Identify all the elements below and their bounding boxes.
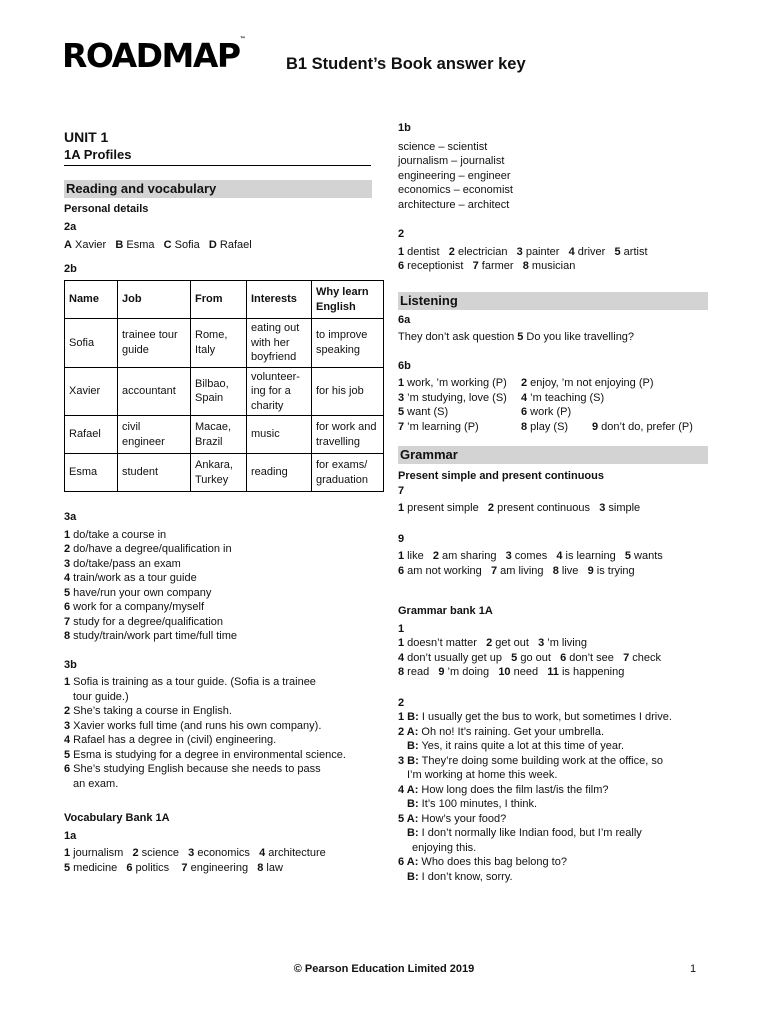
list-item: 3 Xavier works full time (and runs his own company). <box>64 719 322 732</box>
table-cell: Esma <box>65 454 118 492</box>
answer-line: 1 dentist 2 electrician 3 painter 4 driver 5 artist <box>398 245 648 258</box>
dialogue-line: B: I don’t know, sorry. <box>407 870 513 883</box>
page-number: 1 <box>690 963 697 975</box>
table-cell: to improve speaking <box>312 319 384 368</box>
profiles-table <box>64 280 384 492</box>
exercise-label: 6a <box>398 313 411 326</box>
exercise-label: 2b <box>64 262 77 275</box>
table-cell: for exams/ graduation <box>312 454 384 492</box>
document-title: B1 Student’s Book answer key <box>286 55 526 73</box>
dialogue-line: 6 A: Who does this bag belong to? <box>398 856 567 868</box>
list-item: 3 ’m studying, love (S) 4 ’m teaching (S) <box>398 391 605 404</box>
list-item: 3 do/take/pass an exam <box>64 557 181 570</box>
exercise-label: 7 <box>398 484 405 497</box>
list-item: 4 train/work as a tour guide <box>64 572 197 584</box>
table-cell: trainee tour guide <box>118 319 191 368</box>
table-cell: civil engineer <box>118 416 191 454</box>
lesson-title: 1A Profiles <box>64 146 371 166</box>
table-cell: Rome, Italy <box>191 319 247 368</box>
exercise-label: 2 <box>398 228 405 240</box>
exercise-label: 9 <box>398 532 405 545</box>
list-item: 5 have/run your own company <box>64 586 212 599</box>
table-cell: accountant <box>118 367 191 416</box>
dialogue-line: 2 A: Oh no! It’s raining. Get your umbrella. <box>398 725 605 738</box>
dialogue-continuation: I’m working at home this week. <box>407 769 558 781</box>
list-item: science – scientist <box>398 140 488 153</box>
list-item: 1 do/take a course in <box>64 528 167 541</box>
table-cell: Macae, Brazil <box>191 416 247 454</box>
table-cell: music <box>247 416 312 454</box>
list-item: journalism – journalist <box>398 155 505 167</box>
list-item: 8 study/train/work part time/full time <box>64 630 238 642</box>
dialogue-line: B: It’s 100 minutes, I think. <box>407 798 538 810</box>
exercise-label: 1 <box>398 622 405 635</box>
section-grammar: Grammar <box>398 446 708 464</box>
table-cell: reading <box>247 454 312 492</box>
dialogue-line: 4 A: How long does the film last/is the film? <box>398 783 609 796</box>
list-item: 2 do/have a degree/qualification in <box>64 543 232 555</box>
table-cell: Rafael <box>65 416 118 454</box>
trademark-symbol: ™ <box>239 36 246 43</box>
table-row <box>65 367 384 416</box>
unit-title: UNIT 1 <box>64 129 109 145</box>
table-cell: for work and travelling <box>312 416 384 454</box>
table-row <box>65 454 384 492</box>
answer-list-3a <box>64 528 372 644</box>
list-item: 2 She’s taking a course in English. <box>64 705 232 717</box>
exercise-label: 3b <box>64 658 77 671</box>
table-cell: Xavier <box>65 367 118 416</box>
answer-list-1b <box>398 140 708 213</box>
column-header: Interests <box>247 281 312 319</box>
answer-grid-6b <box>398 376 708 434</box>
right-column <box>398 121 708 884</box>
answer-line: 6 receptionist 7 farmer 8 musician <box>398 260 576 272</box>
exercise-label: 2 <box>398 696 405 709</box>
section-listening: Listening <box>398 292 708 310</box>
list-item: 6 She’s studying English because she needs to pass <box>64 763 321 775</box>
exercise-label: 6b <box>398 359 411 372</box>
list-item: 4 Rafael has a degree in (civil) engineering. <box>64 734 277 746</box>
column-header: Why learn English <box>312 281 384 319</box>
column-header: Name <box>65 281 118 319</box>
exercise-label: 3a <box>64 511 77 523</box>
column-header: Job <box>118 281 191 319</box>
left-column <box>64 128 377 875</box>
table-cell: Sofia <box>65 319 118 368</box>
list-item-continuation: an exam. <box>73 777 119 790</box>
dialogue-list <box>398 710 708 884</box>
list-item: 6 work for a company/myself <box>64 601 204 613</box>
logo-text: ROADMAP <box>62 36 240 75</box>
dialogue-line: 3 B: They’re doing some building work at the office, so <box>398 754 663 767</box>
vocabulary-bank-title: Vocabulary Bank 1A <box>64 812 170 824</box>
list-item: 7 ’m learning (P) 8 play (S) 9 don’t do, prefer (P) <box>398 420 693 433</box>
section-reading-vocabulary: Reading and vocabulary <box>64 180 372 198</box>
dialogue-line: 1 B: I usually get the bus to work, but sometimes I drive. <box>398 711 672 723</box>
list-item: 5 want (S) 6 work (P) <box>398 406 572 418</box>
exercise-label: 1b <box>398 122 411 134</box>
dialogue-continuation: enjoying this. <box>412 841 477 854</box>
table-row <box>65 319 384 368</box>
dialogue-line: 5 A: How’s your food? <box>398 812 507 825</box>
list-item-continuation: tour guide.) <box>73 690 129 703</box>
answer-line-2a: A Xavier B Esma C Sofia D Rafael <box>64 239 252 251</box>
roadmap-logo <box>62 36 246 75</box>
table-cell: student <box>118 454 191 492</box>
answer-line: 1 present simple 2 present continuous 3 simple <box>398 502 641 514</box>
answer-line: 1 like 2 am sharing 3 comes 4 is learning 5 wants <box>398 550 663 562</box>
answer-line: They don’t ask question 5 Do you like travelling? <box>398 331 635 343</box>
table-cell: eating out with her boyfriend <box>247 319 312 368</box>
table-header-row <box>65 281 384 319</box>
list-item: 5 Esma is studying for a degree in environmental science. <box>64 748 346 761</box>
list-item: 7 study for a degree/qualification <box>64 615 223 628</box>
table-cell: volunteer-ing for a charity <box>247 367 312 416</box>
exercise-label: 1a <box>64 829 77 842</box>
list-item: economics – economist <box>398 184 513 196</box>
answer-line: 4 don’t usually get up 5 go out 6 don’t see 7 check <box>398 651 661 664</box>
answer-line: 8 read 9 ’m doing 10 need 11 is happening <box>398 666 625 678</box>
list-item: 1 work, ’m working (P) 2 enjoy, ’m not enjoying (P) <box>398 377 654 389</box>
table-row <box>65 416 384 454</box>
table-cell: for his job <box>312 367 384 416</box>
list-item: engineering – engineer <box>398 169 511 182</box>
table-cell: Ankara, Turkey <box>191 454 247 492</box>
answer-line: 6 am not working 7 am living 8 live 9 is trying <box>398 564 635 577</box>
answer-line: 1 doesn’t matter 2 get out 3 ’m living <box>398 637 587 649</box>
table-cell: Bilbao, Spain <box>191 367 247 416</box>
answer-line: 1 journalism 2 science 3 economics 4 architecture <box>64 847 326 859</box>
answer-line: 5 medicine 6 politics 7 engineering 8 law <box>64 861 283 874</box>
answer-list-3b <box>64 675 372 791</box>
dialogue-line: B: I don’t normally like Indian food, but I’m really <box>407 827 642 839</box>
copyright-footer: © Pearson Education Limited 2019 <box>293 963 475 975</box>
subsection-present-simple-continuous: Present simple and present continuous <box>398 470 604 482</box>
grammar-bank-title: Grammar bank 1A <box>398 605 493 617</box>
dialogue-line: B: Yes, it rains quite a lot at this time of year. <box>407 740 625 752</box>
subsection-personal-details: Personal details <box>64 203 149 215</box>
list-item: 1 Sofia is training as a tour guide. (Sofia is a trainee <box>64 676 316 688</box>
column-header: From <box>191 281 247 319</box>
exercise-label: 2a <box>64 220 77 233</box>
list-item: architecture – architect <box>398 198 510 211</box>
